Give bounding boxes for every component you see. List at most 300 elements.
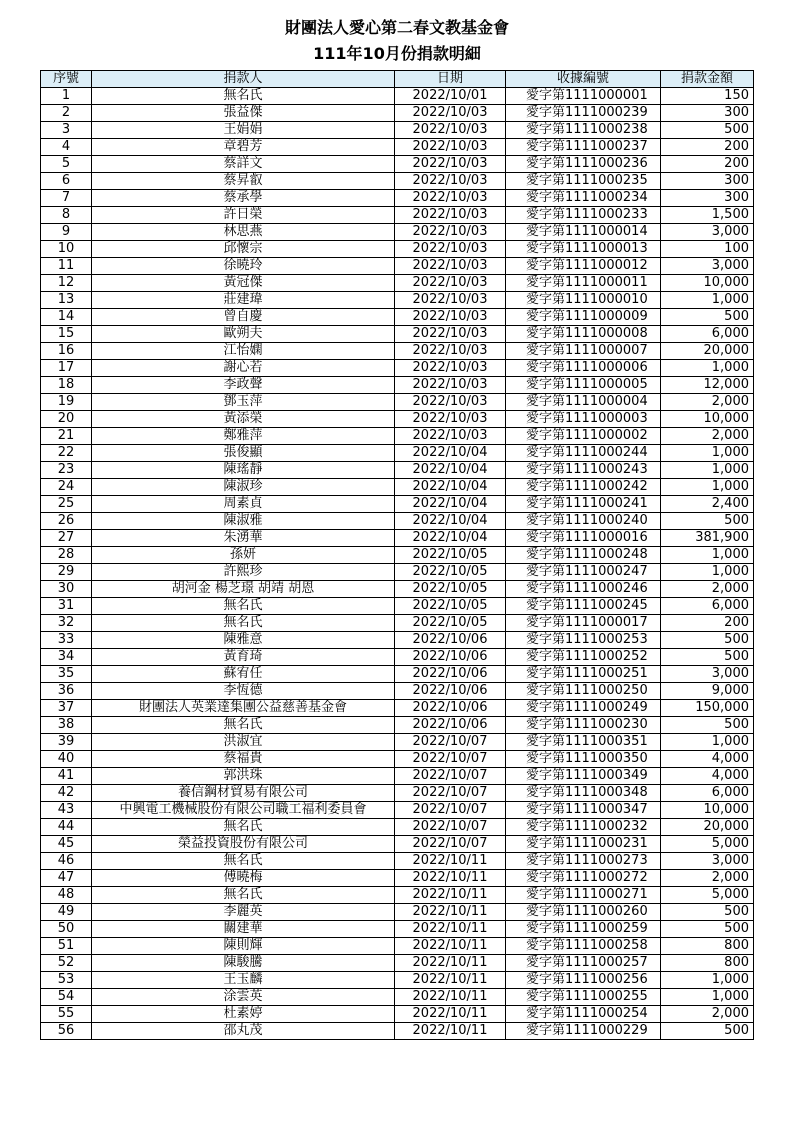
cell-receipt: 愛字第1111000003: [506, 411, 661, 428]
cell-amount: 5,000: [661, 887, 754, 904]
cell-date: 2022/10/06: [395, 683, 506, 700]
cell-donor: 陳淑珍: [92, 479, 395, 496]
cell-receipt: 愛字第1111000004: [506, 394, 661, 411]
cell-amount: 381,900: [661, 530, 754, 547]
table-row: [41, 989, 754, 1006]
table-row: [41, 105, 754, 122]
cell-serial: 6: [41, 173, 92, 190]
cell-donor: 李政聲: [92, 377, 395, 394]
cell-amount: 12,000: [661, 377, 754, 394]
cell-date: 2022/10/05: [395, 581, 506, 598]
table-row: [41, 598, 754, 615]
cell-donor: 許熙珍: [92, 564, 395, 581]
cell-receipt: 愛字第1111000252: [506, 649, 661, 666]
cell-date: 2022/10/11: [395, 1023, 506, 1040]
cell-amount: 10,000: [661, 411, 754, 428]
cell-donor: 蔡昇叡: [92, 173, 395, 190]
cell-serial: 32: [41, 615, 92, 632]
cell-date: 2022/10/07: [395, 836, 506, 853]
donation-table: [40, 70, 754, 1040]
table-row: [41, 360, 754, 377]
table-row: [41, 666, 754, 683]
column-header-amount: 捐款金額: [661, 71, 754, 88]
cell-amount: 1,000: [661, 989, 754, 1006]
cell-amount: 200: [661, 615, 754, 632]
cell-donor: 徐曉玲: [92, 258, 395, 275]
table-row: [41, 938, 754, 955]
cell-receipt: 愛字第1111000013: [506, 241, 661, 258]
cell-amount: 20,000: [661, 819, 754, 836]
cell-receipt: 愛字第1111000241: [506, 496, 661, 513]
cell-donor: 林思燕: [92, 224, 395, 241]
cell-date: 2022/10/04: [395, 496, 506, 513]
cell-date: 2022/10/03: [395, 309, 506, 326]
cell-donor: 傅曉梅: [92, 870, 395, 887]
cell-amount: 1,000: [661, 292, 754, 309]
cell-date: 2022/10/11: [395, 887, 506, 904]
cell-receipt: 愛字第1111000008: [506, 326, 661, 343]
cell-date: 2022/10/11: [395, 904, 506, 921]
table-row: [41, 547, 754, 564]
cell-serial: 18: [41, 377, 92, 394]
cell-donor: 黃育琦: [92, 649, 395, 666]
cell-amount: 150: [661, 88, 754, 105]
cell-serial: 37: [41, 700, 92, 717]
cell-serial: 40: [41, 751, 92, 768]
cell-date: 2022/10/03: [395, 156, 506, 173]
cell-serial: 53: [41, 972, 92, 989]
table-row: [41, 683, 754, 700]
cell-donor: 鄭雅萍: [92, 428, 395, 445]
cell-receipt: 愛字第1111000242: [506, 479, 661, 496]
cell-donor: 孫妍: [92, 547, 395, 564]
cell-date: 2022/10/03: [395, 258, 506, 275]
cell-amount: 500: [661, 513, 754, 530]
cell-amount: 100: [661, 241, 754, 258]
cell-date: 2022/10/05: [395, 598, 506, 615]
cell-amount: 6,000: [661, 785, 754, 802]
table-row: [41, 1006, 754, 1023]
cell-serial: 15: [41, 326, 92, 343]
cell-amount: 1,000: [661, 360, 754, 377]
cell-receipt: 愛字第1111000007: [506, 343, 661, 360]
cell-receipt: 愛字第1111000002: [506, 428, 661, 445]
cell-receipt: 愛字第1111000348: [506, 785, 661, 802]
table-row: [41, 88, 754, 105]
cell-serial: 22: [41, 445, 92, 462]
cell-serial: 5: [41, 156, 92, 173]
cell-donor: 無名氏: [92, 615, 395, 632]
cell-donor: 邵丸茂: [92, 1023, 395, 1040]
cell-date: 2022/10/03: [395, 292, 506, 309]
cell-donor: 陳瑤靜: [92, 462, 395, 479]
cell-donor: 周素貞: [92, 496, 395, 513]
cell-donor: 許日榮: [92, 207, 395, 224]
cell-receipt: 愛字第1111000233: [506, 207, 661, 224]
cell-amount: 800: [661, 938, 754, 955]
cell-donor: 郭洪珠: [92, 768, 395, 785]
table-row: [41, 700, 754, 717]
cell-amount: 3,000: [661, 224, 754, 241]
cell-amount: 300: [661, 190, 754, 207]
cell-receipt: 愛字第1111000259: [506, 921, 661, 938]
cell-amount: 1,000: [661, 445, 754, 462]
table-row: [41, 156, 754, 173]
cell-receipt: 愛字第1111000256: [506, 972, 661, 989]
cell-receipt: 愛字第1111000244: [506, 445, 661, 462]
cell-date: 2022/10/03: [395, 173, 506, 190]
cell-amount: 10,000: [661, 275, 754, 292]
table-row: [41, 445, 754, 462]
cell-donor: 涂雲英: [92, 989, 395, 1006]
cell-receipt: 愛字第1111000257: [506, 955, 661, 972]
cell-donor: 王玉麟: [92, 972, 395, 989]
table-row: [41, 564, 754, 581]
cell-donor: 朱湧華: [92, 530, 395, 547]
cell-serial: 27: [41, 530, 92, 547]
table-row: [41, 462, 754, 479]
column-header-date: 日期: [395, 71, 506, 88]
cell-amount: 20,000: [661, 343, 754, 360]
cell-donor: 無名氏: [92, 88, 395, 105]
cell-serial: 48: [41, 887, 92, 904]
column-header-receipt: 收據編號: [506, 71, 661, 88]
table-row: [41, 751, 754, 768]
cell-donor: 蔡福貴: [92, 751, 395, 768]
cell-donor: 杜素婷: [92, 1006, 395, 1023]
cell-serial: 43: [41, 802, 92, 819]
cell-date: 2022/10/04: [395, 530, 506, 547]
cell-amount: 6,000: [661, 326, 754, 343]
cell-serial: 44: [41, 819, 92, 836]
cell-receipt: 愛字第1111000014: [506, 224, 661, 241]
cell-date: 2022/10/11: [395, 870, 506, 887]
table-row: [41, 972, 754, 989]
cell-donor: 張益傑: [92, 105, 395, 122]
cell-receipt: 愛字第1111000251: [506, 666, 661, 683]
cell-donor: 財團法人英業達集團公益慈善基金會: [92, 700, 395, 717]
cell-date: 2022/10/07: [395, 819, 506, 836]
cell-amount: 800: [661, 955, 754, 972]
cell-amount: 3,000: [661, 853, 754, 870]
cell-amount: 300: [661, 105, 754, 122]
cell-serial: 46: [41, 853, 92, 870]
table-row: [41, 581, 754, 598]
cell-serial: 23: [41, 462, 92, 479]
table-row: [41, 649, 754, 666]
table-row: [41, 173, 754, 190]
table-row: [41, 955, 754, 972]
cell-date: 2022/10/03: [395, 428, 506, 445]
cell-serial: 20: [41, 411, 92, 428]
cell-date: 2022/10/11: [395, 989, 506, 1006]
cell-donor: 蔡承學: [92, 190, 395, 207]
cell-amount: 500: [661, 904, 754, 921]
cell-serial: 26: [41, 513, 92, 530]
cell-date: 2022/10/04: [395, 462, 506, 479]
table-row: [41, 853, 754, 870]
cell-donor: 關建華: [92, 921, 395, 938]
cell-serial: 2: [41, 105, 92, 122]
cell-donor: 陳淑雅: [92, 513, 395, 530]
cell-donor: 江怡嫻: [92, 343, 395, 360]
cell-serial: 1: [41, 88, 92, 105]
cell-donor: 無名氏: [92, 819, 395, 836]
cell-date: 2022/10/07: [395, 751, 506, 768]
cell-date: 2022/10/03: [395, 377, 506, 394]
cell-date: 2022/10/03: [395, 275, 506, 292]
cell-amount: 1,000: [661, 479, 754, 496]
table-row: [41, 122, 754, 139]
table-row: [41, 768, 754, 785]
cell-serial: 19: [41, 394, 92, 411]
cell-amount: 2,000: [661, 581, 754, 598]
table-row: [41, 513, 754, 530]
cell-donor: 曾自慶: [92, 309, 395, 326]
cell-date: 2022/10/07: [395, 768, 506, 785]
cell-donor: 李麗英: [92, 904, 395, 921]
cell-date: 2022/10/04: [395, 445, 506, 462]
cell-receipt: 愛字第1111000243: [506, 462, 661, 479]
cell-serial: 38: [41, 717, 92, 734]
cell-serial: 28: [41, 547, 92, 564]
cell-receipt: 愛字第1111000001: [506, 88, 661, 105]
cell-date: 2022/10/07: [395, 802, 506, 819]
table-row: [41, 785, 754, 802]
cell-amount: 200: [661, 139, 754, 156]
cell-donor: 謝心若: [92, 360, 395, 377]
table-row: [41, 428, 754, 445]
cell-date: 2022/10/06: [395, 666, 506, 683]
cell-date: 2022/10/11: [395, 921, 506, 938]
table-row: [41, 802, 754, 819]
cell-donor: 洪淑宜: [92, 734, 395, 751]
cell-receipt: 愛字第1111000271: [506, 887, 661, 904]
cell-date: 2022/10/05: [395, 547, 506, 564]
cell-date: 2022/10/06: [395, 717, 506, 734]
cell-date: 2022/10/01: [395, 88, 506, 105]
table-row: [41, 530, 754, 547]
cell-serial: 8: [41, 207, 92, 224]
cell-donor: 陳雅意: [92, 632, 395, 649]
cell-receipt: 愛字第1111000248: [506, 547, 661, 564]
cell-date: 2022/10/06: [395, 700, 506, 717]
document-subtitle: 111年10月份捐款明細: [313, 44, 481, 63]
cell-serial: 24: [41, 479, 92, 496]
table-row: [41, 1023, 754, 1040]
cell-donor: 張俊顯: [92, 445, 395, 462]
table-row: [41, 343, 754, 360]
cell-receipt: 愛字第1111000231: [506, 836, 661, 853]
cell-donor: 蔡詳文: [92, 156, 395, 173]
cell-serial: 14: [41, 309, 92, 326]
table-row: [41, 615, 754, 632]
cell-date: 2022/10/03: [395, 207, 506, 224]
cell-receipt: 愛字第1111000249: [506, 700, 661, 717]
cell-date: 2022/10/03: [395, 122, 506, 139]
cell-receipt: 愛字第1111000255: [506, 989, 661, 1006]
cell-receipt: 愛字第1111000235: [506, 173, 661, 190]
cell-serial: 36: [41, 683, 92, 700]
table-row: [41, 326, 754, 343]
cell-date: 2022/10/11: [395, 955, 506, 972]
table-row: [41, 887, 754, 904]
table-row: [41, 904, 754, 921]
table-row: [41, 479, 754, 496]
cell-receipt: 愛字第1111000011: [506, 275, 661, 292]
cell-amount: 3,000: [661, 258, 754, 275]
cell-serial: 49: [41, 904, 92, 921]
cell-date: 2022/10/05: [395, 615, 506, 632]
cell-receipt: 愛字第1111000254: [506, 1006, 661, 1023]
cell-amount: 1,000: [661, 462, 754, 479]
cell-amount: 500: [661, 122, 754, 139]
cell-amount: 1,000: [661, 734, 754, 751]
cell-serial: 47: [41, 870, 92, 887]
cell-serial: 21: [41, 428, 92, 445]
document-title: 財團法人愛心第二春文教基金會: [284, 18, 509, 37]
cell-amount: 2,000: [661, 1006, 754, 1023]
cell-date: 2022/10/05: [395, 564, 506, 581]
cell-date: 2022/10/11: [395, 938, 506, 955]
cell-receipt: 愛字第1111000237: [506, 139, 661, 156]
cell-date: 2022/10/03: [395, 105, 506, 122]
cell-date: 2022/10/06: [395, 632, 506, 649]
cell-date: 2022/10/11: [395, 1006, 506, 1023]
cell-donor: 無名氏: [92, 887, 395, 904]
cell-serial: 42: [41, 785, 92, 802]
table-row: [41, 836, 754, 853]
cell-date: 2022/10/06: [395, 649, 506, 666]
table-row: [41, 632, 754, 649]
table-row: [41, 207, 754, 224]
cell-donor: 陳駿騰: [92, 955, 395, 972]
cell-donor: 黃添榮: [92, 411, 395, 428]
cell-receipt: 愛字第1111000017: [506, 615, 661, 632]
cell-receipt: 愛字第1111000250: [506, 683, 661, 700]
cell-date: 2022/10/04: [395, 479, 506, 496]
cell-amount: 4,000: [661, 751, 754, 768]
table-row: [41, 377, 754, 394]
table-body: [41, 88, 754, 1040]
cell-donor: 無名氏: [92, 853, 395, 870]
cell-serial: 39: [41, 734, 92, 751]
cell-donor: 榮益投資股份有限公司: [92, 836, 395, 853]
cell-amount: 2,000: [661, 428, 754, 445]
cell-serial: 4: [41, 139, 92, 156]
table-row: [41, 496, 754, 513]
cell-serial: 30: [41, 581, 92, 598]
cell-donor: 鄧玉萍: [92, 394, 395, 411]
cell-amount: 1,000: [661, 972, 754, 989]
cell-serial: 34: [41, 649, 92, 666]
cell-donor: 無名氏: [92, 598, 395, 615]
cell-serial: 33: [41, 632, 92, 649]
cell-receipt: 愛字第1111000273: [506, 853, 661, 870]
cell-date: 2022/10/03: [395, 411, 506, 428]
cell-serial: 17: [41, 360, 92, 377]
cell-receipt: 愛字第1111000239: [506, 105, 661, 122]
table-row: [41, 717, 754, 734]
table-row: [41, 241, 754, 258]
cell-amount: 10,000: [661, 802, 754, 819]
cell-receipt: 愛字第1111000010: [506, 292, 661, 309]
table-header-row: [41, 71, 754, 88]
cell-receipt: 愛字第1111000234: [506, 190, 661, 207]
cell-serial: 9: [41, 224, 92, 241]
cell-receipt: 愛字第1111000236: [506, 156, 661, 173]
cell-receipt: 愛字第1111000016: [506, 530, 661, 547]
cell-serial: 7: [41, 190, 92, 207]
cell-receipt: 愛字第1111000230: [506, 717, 661, 734]
cell-receipt: 愛字第1111000351: [506, 734, 661, 751]
cell-receipt: 愛字第1111000229: [506, 1023, 661, 1040]
cell-receipt: 愛字第1111000350: [506, 751, 661, 768]
cell-receipt: 愛字第1111000240: [506, 513, 661, 530]
table-row: [41, 258, 754, 275]
cell-donor: 蘇宥任: [92, 666, 395, 683]
cell-receipt: 愛字第1111000006: [506, 360, 661, 377]
cell-serial: 25: [41, 496, 92, 513]
cell-serial: 13: [41, 292, 92, 309]
cell-receipt: 愛字第1111000272: [506, 870, 661, 887]
cell-date: 2022/10/03: [395, 224, 506, 241]
table-row: [41, 275, 754, 292]
cell-date: 2022/10/07: [395, 785, 506, 802]
cell-serial: 52: [41, 955, 92, 972]
cell-receipt: 愛字第1111000005: [506, 377, 661, 394]
cell-amount: 1,500: [661, 207, 754, 224]
cell-amount: 300: [661, 173, 754, 190]
table-row: [41, 394, 754, 411]
table-row: [41, 139, 754, 156]
column-header-serial: 序號: [41, 71, 92, 88]
cell-donor: 陳則輝: [92, 938, 395, 955]
cell-receipt: 愛字第1111000253: [506, 632, 661, 649]
cell-receipt: 愛字第1111000347: [506, 802, 661, 819]
cell-date: 2022/10/03: [395, 326, 506, 343]
cell-date: 2022/10/11: [395, 853, 506, 870]
cell-serial: 29: [41, 564, 92, 581]
cell-date: 2022/10/03: [395, 343, 506, 360]
table-row: [41, 292, 754, 309]
cell-receipt: 愛字第1111000246: [506, 581, 661, 598]
cell-amount: 6,000: [661, 598, 754, 615]
cell-serial: 55: [41, 1006, 92, 1023]
cell-amount: 500: [661, 921, 754, 938]
cell-serial: 11: [41, 258, 92, 275]
cell-amount: 2,000: [661, 394, 754, 411]
table-row: [41, 224, 754, 241]
cell-donor: 章碧芳: [92, 139, 395, 156]
column-header-donor: 捐款人: [92, 71, 395, 88]
cell-amount: 200: [661, 156, 754, 173]
cell-amount: 2,400: [661, 496, 754, 513]
cell-serial: 51: [41, 938, 92, 955]
cell-amount: 500: [661, 649, 754, 666]
cell-amount: 1,000: [661, 547, 754, 564]
cell-date: 2022/10/03: [395, 394, 506, 411]
cell-amount: 500: [661, 309, 754, 326]
cell-receipt: 愛字第1111000009: [506, 309, 661, 326]
table-row: [41, 734, 754, 751]
cell-serial: 3: [41, 122, 92, 139]
cell-amount: 3,000: [661, 666, 754, 683]
cell-amount: 9,000: [661, 683, 754, 700]
cell-amount: 4,000: [661, 768, 754, 785]
cell-amount: 500: [661, 1023, 754, 1040]
cell-donor: 莊建瑋: [92, 292, 395, 309]
